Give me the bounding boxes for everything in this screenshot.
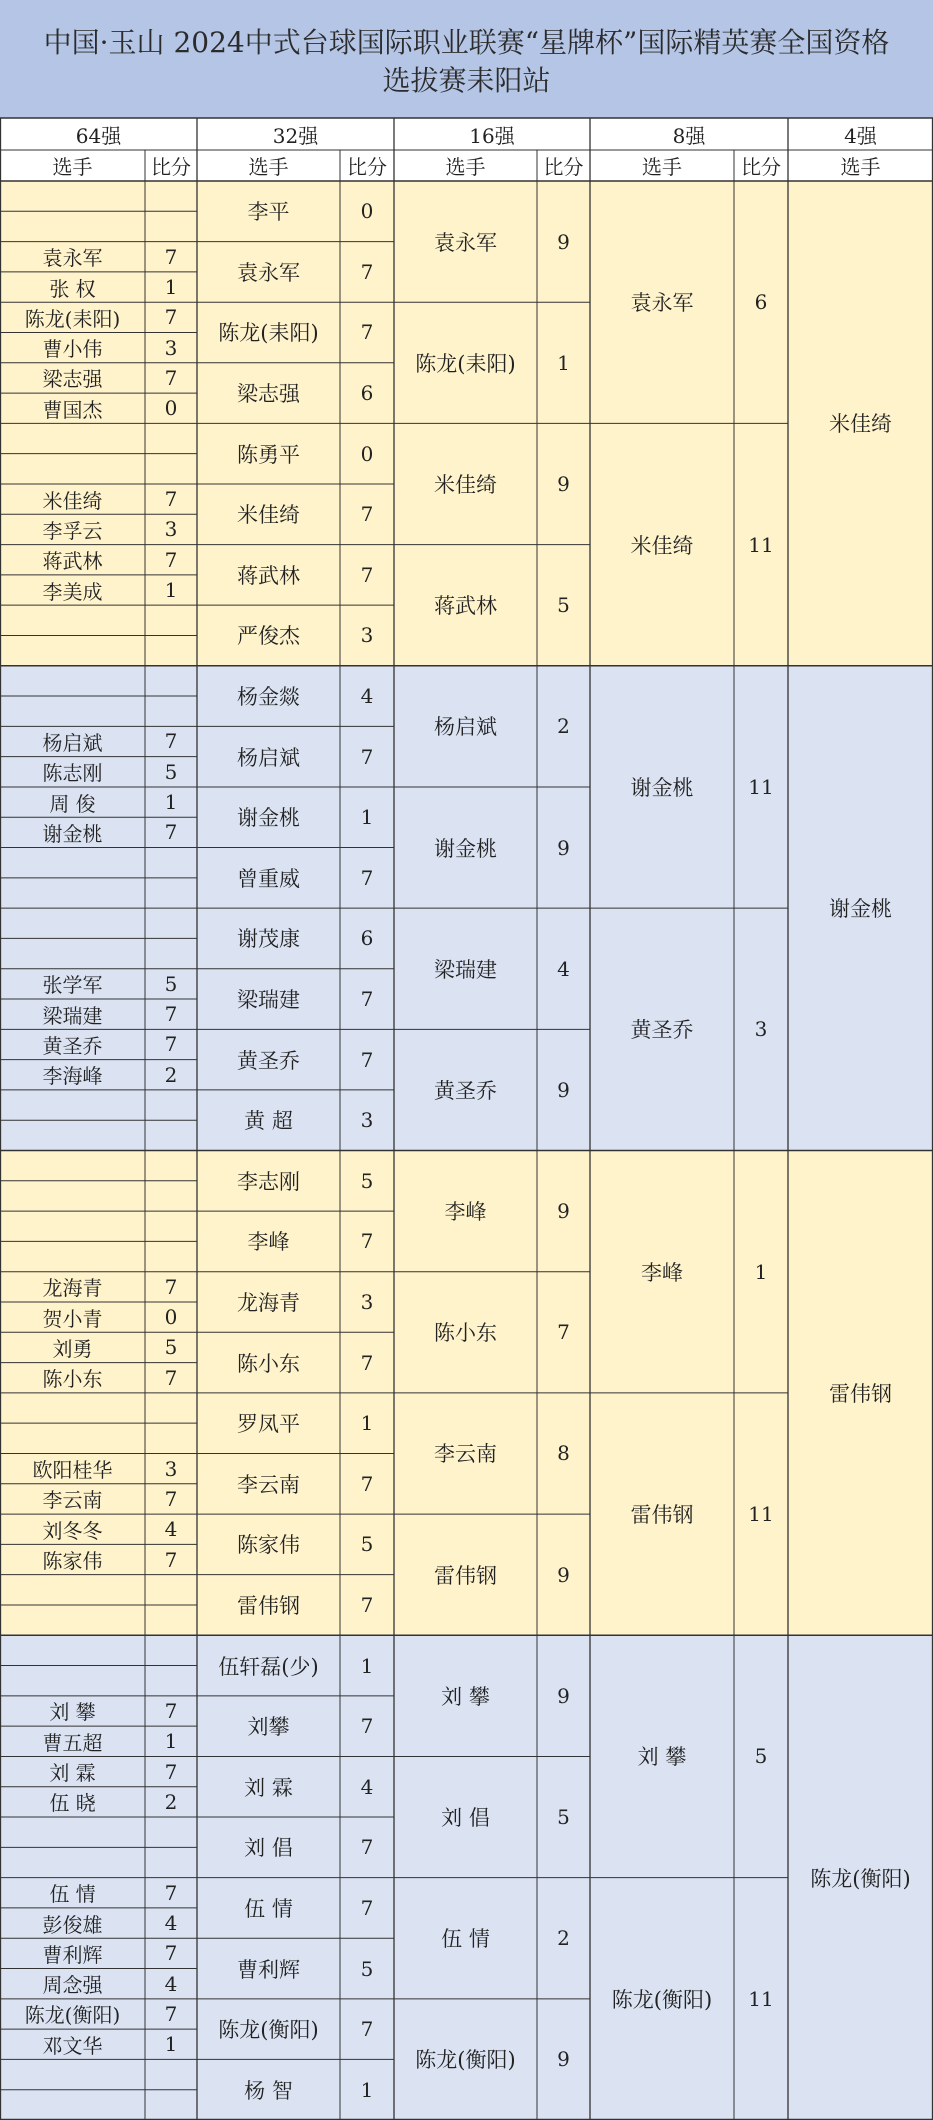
player-name: 李孚云	[42, 518, 103, 543]
player-score: 2	[557, 1926, 570, 1951]
player-name: 陈家伟	[237, 1533, 300, 1558]
player-score: 11	[748, 1502, 774, 1527]
player-name: 伍轩磊(少)	[218, 1654, 319, 1679]
player-score: 5	[164, 759, 178, 784]
player-name: 蒋武林	[42, 549, 103, 574]
player-name: 袁永军	[434, 230, 497, 255]
score-column-header: 比分	[347, 155, 387, 179]
player-name: 陈龙(耒阳)	[218, 321, 319, 346]
semifinal-player: 雷伟钢	[829, 1381, 892, 1406]
player-name: 李云南	[434, 1442, 497, 1467]
player-name: 米佳绮	[42, 488, 103, 513]
score-column-header: 比分	[543, 155, 584, 179]
player-name: 米佳绮	[630, 533, 694, 558]
player-score: 9	[557, 229, 570, 254]
player-name: 陈龙(衡阳)	[24, 2003, 121, 2028]
player-score: 2	[164, 1789, 178, 1814]
player-name: 杨 智	[244, 2078, 293, 2103]
player-score: 7	[164, 244, 178, 269]
player-name: 谢金桃	[434, 836, 497, 861]
player-score: 9	[557, 1199, 570, 1224]
player-score: 7	[164, 1274, 178, 1299]
player-name: 李云南	[42, 1488, 103, 1513]
player-name: 刘 倡	[441, 1806, 490, 1831]
player-name: 梁志强	[42, 367, 103, 392]
round-header: 64强	[75, 123, 122, 148]
player-score: 7	[360, 562, 374, 587]
semifinal-player: 谢金桃	[829, 897, 892, 922]
player-name: 杨金燚	[237, 685, 300, 710]
player-score: 7	[164, 820, 178, 845]
player-name: 黄圣乔	[434, 1078, 497, 1103]
score-column-header: 比分	[151, 155, 191, 179]
player-score: 7	[164, 305, 178, 330]
player-score: 7	[164, 1032, 178, 1057]
player-score: 9	[557, 471, 570, 496]
player-score: 7	[164, 1880, 178, 1905]
player-name: 刘 霖	[49, 1761, 96, 1786]
player-score: 5	[754, 1744, 768, 1769]
player-score: 5	[557, 593, 570, 618]
player-name: 雷伟钢	[434, 1563, 497, 1588]
player-score: 1	[360, 805, 374, 830]
player-score: 7	[164, 487, 178, 512]
player-name: 伍 情	[244, 1896, 293, 1921]
player-name: 梁瑞建	[434, 957, 497, 982]
player-score: 7	[360, 1047, 374, 1072]
player-name: 龙海青	[42, 1276, 103, 1301]
player-score: 1	[360, 2077, 374, 2102]
semifinal-player: 陈龙(衡阳)	[810, 1866, 911, 1891]
player-score: 3	[754, 1017, 768, 1042]
player-score: 4	[360, 1774, 374, 1799]
player-score: 3	[360, 1108, 374, 1133]
player-name: 李峰	[641, 1260, 683, 1285]
player-name: 伍 情	[441, 1927, 490, 1952]
player-name: 陈小东	[237, 1351, 300, 1376]
player-name: 谢金桃	[630, 775, 694, 800]
player-name: 杨启斌	[237, 745, 300, 770]
round-header: 32强	[272, 123, 319, 148]
player-name: 刘 攀	[441, 1684, 490, 1709]
player-column-header: 选手	[445, 155, 486, 179]
player-name: 陈龙(衡阳)	[218, 2018, 319, 2043]
player-score: 7	[164, 2001, 178, 2026]
player-score: 3	[164, 335, 178, 360]
title-line-1: 中国·玉山 2024中式台球国际职业联赛“星牌杯”国际精英赛全国资格	[43, 26, 890, 59]
player-name: 雷伟钢	[237, 1593, 300, 1618]
player-name: 李峰	[247, 1230, 290, 1255]
player-score: 7	[164, 729, 178, 754]
player-score: 3	[164, 517, 178, 542]
player-name: 陈龙(耒阳)	[415, 351, 516, 376]
player-column-header: 选手	[642, 155, 682, 179]
player-name: 李峰	[444, 1200, 487, 1225]
player-score: 7	[164, 1002, 178, 1027]
player-name: 陈龙(衡阳)	[611, 1987, 713, 2012]
player-score: 7	[360, 1350, 374, 1375]
player-score: 11	[748, 1986, 774, 2011]
player-name: 曹利辉	[237, 1957, 300, 1982]
player-score: 7	[360, 1229, 374, 1254]
player-name: 杨启斌	[434, 715, 497, 740]
player-name: 刘 攀	[637, 1745, 687, 1770]
round-header: 16强	[469, 123, 515, 148]
player-score: 1	[557, 350, 570, 375]
player-score: 6	[360, 381, 374, 406]
player-score: 3	[164, 1456, 178, 1481]
player-name: 严俊杰	[237, 624, 300, 649]
player-score: 1	[164, 1729, 178, 1754]
player-score: 1	[360, 1411, 374, 1436]
player-name: 杨启斌	[42, 730, 103, 755]
player-name: 欧阳桂华	[32, 1458, 113, 1483]
player-name: 谢茂康	[237, 927, 300, 952]
player-name: 曹国杰	[42, 397, 103, 422]
player-name: 周念强	[42, 1973, 103, 1998]
player-name: 刘勇	[52, 1336, 93, 1361]
player-score: 9	[557, 835, 570, 860]
round-header: 8强	[672, 123, 706, 148]
player-score: 7	[164, 1547, 178, 1572]
player-name: 邓文华	[42, 2033, 103, 2058]
player-name: 谢金桃	[42, 821, 103, 846]
player-name: 袁永军	[237, 260, 300, 285]
player-name: 李海峰	[42, 1064, 103, 1089]
player-score: 7	[360, 987, 374, 1012]
player-score: 7	[360, 1835, 374, 1860]
player-name: 梁志强	[237, 382, 300, 407]
player-score: 7	[360, 1895, 374, 1920]
player-name: 曾重威	[237, 866, 300, 891]
player-name: 陈勇平	[237, 442, 300, 467]
player-name: 陈龙(耒阳)	[24, 306, 121, 331]
player-score: 11	[748, 774, 774, 799]
player-score: 7	[164, 1759, 178, 1784]
player-score: 1	[754, 1259, 768, 1284]
player-score: 7	[557, 1320, 570, 1345]
player-name: 米佳绮	[237, 503, 300, 528]
player-score: 1	[164, 275, 178, 300]
player-name: 陈小东	[434, 1321, 497, 1346]
title-line-2: 选拔赛耒阳站	[382, 64, 551, 97]
player-score: 0	[164, 396, 178, 421]
round-header: 4强	[844, 123, 877, 148]
player-name: 曹五超	[42, 1730, 103, 1755]
player-name: 谢金桃	[237, 806, 300, 831]
player-name: 米佳绮	[434, 472, 497, 497]
player-score: 1	[164, 578, 178, 602]
player-name: 龙海青	[237, 1290, 300, 1315]
player-name: 陈志刚	[42, 761, 103, 786]
player-name: 陈龙(衡阳)	[415, 2048, 516, 2073]
player-column-header: 选手	[840, 155, 881, 179]
player-score: 6	[754, 290, 768, 315]
player-name: 李平	[247, 200, 290, 225]
player-score: 0	[360, 199, 374, 224]
player-name: 彭俊雄	[42, 1912, 103, 1937]
player-name: 陈家伟	[42, 1549, 103, 1573]
player-name: 曹小伟	[42, 337, 103, 362]
player-name: 蒋武林	[434, 594, 497, 619]
player-name: 伍 情	[49, 1882, 96, 1907]
player-name: 梁瑞建	[42, 1003, 103, 1028]
player-name: 张 权	[49, 276, 96, 301]
player-score: 0	[164, 1305, 178, 1330]
player-score: 5	[557, 1805, 570, 1830]
player-name: 刘冬冬	[42, 1518, 103, 1543]
player-name: 张学军	[42, 973, 103, 998]
score-column-header: 比分	[741, 155, 781, 179]
player-score: 7	[360, 320, 374, 345]
player-score: 7	[360, 2017, 374, 2042]
player-name: 梁瑞建	[237, 988, 300, 1013]
player-score: 9	[557, 1562, 570, 1587]
player-score: 7	[164, 1486, 178, 1511]
player-score: 7	[360, 865, 374, 890]
player-score: 7	[360, 744, 374, 769]
player-score: 7	[164, 1365, 178, 1390]
player-name: 黄圣乔	[237, 1048, 300, 1073]
player-score: 7	[164, 1941, 178, 1966]
player-score: 6	[360, 926, 374, 951]
player-score: 2	[164, 1062, 178, 1087]
player-name: 伍 晓	[49, 1791, 96, 1816]
player-name: 罗凤平	[237, 1412, 300, 1437]
player-name: 刘攀	[247, 1715, 290, 1740]
player-name: 黄 超	[244, 1109, 293, 1134]
player-name: 李志刚	[237, 1169, 300, 1194]
player-name: 李美成	[42, 579, 103, 604]
player-name: 李云南	[237, 1472, 300, 1497]
player-score: 4	[360, 684, 374, 709]
player-name: 袁永军	[630, 291, 694, 316]
player-score: 0	[360, 441, 374, 466]
player-name: 蒋武林	[237, 563, 300, 588]
player-score: 4	[164, 1911, 178, 1936]
player-name: 刘 攀	[49, 1700, 96, 1725]
player-name: 雷伟钢	[630, 1503, 694, 1528]
player-name: 黄圣乔	[630, 1018, 694, 1043]
player-score: 5	[164, 1335, 178, 1360]
player-name: 刘 霖	[244, 1775, 293, 1800]
player-score: 8	[557, 1441, 570, 1466]
player-name: 贺小青	[42, 1306, 103, 1331]
player-score: 1	[360, 1653, 374, 1678]
player-name: 曹利辉	[42, 1942, 103, 1967]
player-score: 11	[748, 532, 774, 557]
player-score: 7	[164, 547, 178, 572]
player-score: 2	[557, 714, 570, 739]
player-score: 1	[164, 2032, 178, 2057]
player-score: 3	[360, 1289, 374, 1314]
player-score: 5	[360, 1956, 374, 1981]
player-score: 5	[164, 971, 178, 996]
player-score: 7	[360, 1714, 374, 1739]
semifinal-player: 米佳绮	[829, 412, 892, 437]
player-score: 4	[164, 1971, 178, 1996]
player-score: 7	[164, 1698, 178, 1723]
player-score: 7	[360, 1471, 374, 1496]
player-name: 黄圣乔	[42, 1033, 103, 1058]
player-score: 9	[557, 2047, 570, 2072]
player-score: 1	[164, 790, 178, 815]
player-score: 5	[360, 1168, 374, 1193]
player-name: 陈小东	[42, 1367, 103, 1392]
player-score: 5	[360, 1532, 374, 1557]
player-score: 4	[557, 956, 570, 981]
player-score: 7	[360, 259, 374, 284]
player-score: 7	[360, 1592, 374, 1617]
player-score: 9	[557, 1683, 570, 1708]
player-score: 4	[164, 1517, 178, 1542]
player-column-header: 选手	[52, 155, 93, 179]
player-score: 3	[360, 623, 374, 648]
player-score: 7	[360, 502, 374, 527]
player-name: 袁永军	[42, 246, 103, 271]
player-name: 周 俊	[49, 791, 96, 816]
player-column-header: 选手	[248, 155, 289, 179]
player-name: 刘 倡	[244, 1836, 293, 1861]
player-score: 7	[164, 365, 178, 390]
player-score: 9	[557, 1077, 570, 1102]
